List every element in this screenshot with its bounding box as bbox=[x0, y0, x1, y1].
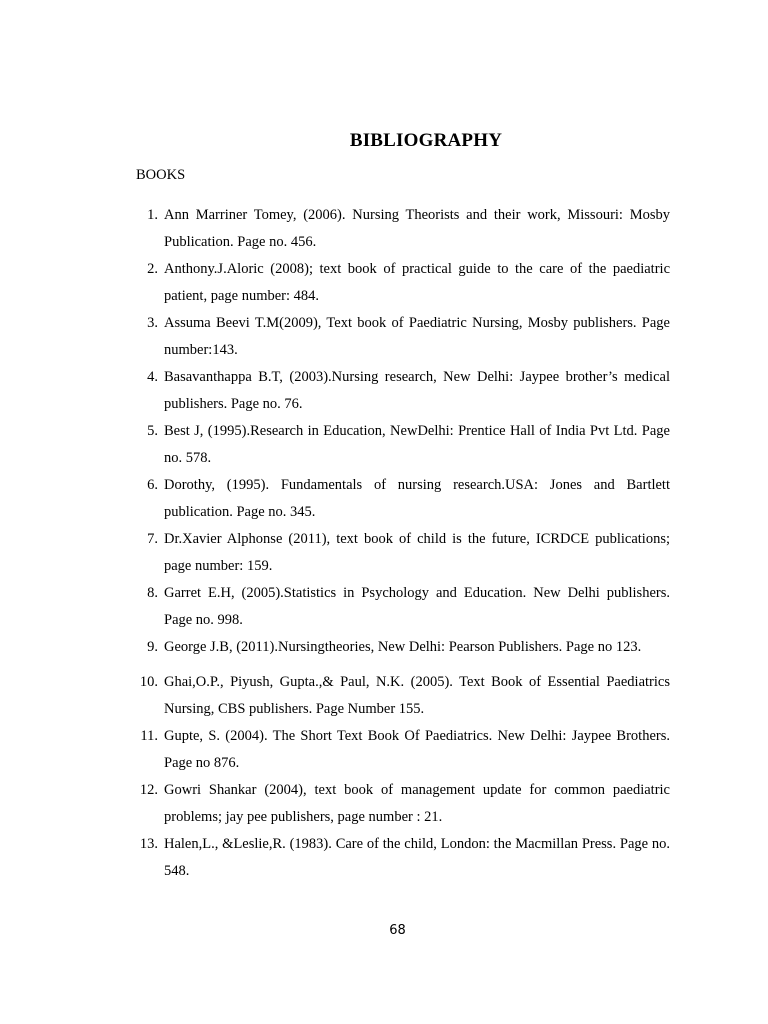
reference-text: Assuma Beevi T.M(2009), Text book of Paediatric Nursing, Mosby publishers. Page number:143. bbox=[164, 315, 670, 358]
reference-item bbox=[136, 777, 670, 831]
page-title: BIBLIOGRAPHY bbox=[349, 130, 503, 151]
reference-text: Gupte, S. (2004). The Short Text Book Of Paediatrics. New Delhi: Jaypee Brothers. Page no 876. bbox=[164, 728, 670, 771]
reference-number: 3. bbox=[147, 315, 158, 331]
reference-text: Best J, (1995).Research in Education, NewDelhi: Prentice Hall of India Pvt Ltd. Page no. 578. bbox=[164, 423, 670, 466]
reference-number: 12. bbox=[139, 782, 158, 798]
reference-text: Dr.Xavier Alphonse (2011), text book of child is the future, ICRDCE publications; page number: 159. bbox=[164, 531, 670, 574]
reference-text: Dorothy, (1995). Fundamentals of nursing research.USA: Jones and Bartlett publication. Page no. 345. bbox=[164, 477, 670, 520]
reference-number: 9. bbox=[147, 639, 158, 655]
reference-item bbox=[136, 580, 670, 634]
reference-item bbox=[136, 364, 670, 418]
reference-text: Ghai,O.P., Piyush, Gupta.,& Paul, N.K. (2005). Text Book of Essential Paediatrics Nursing, CBS publishers. Page Number 155. bbox=[164, 674, 670, 717]
reference-text: George J.B, (2011).Nursingtheories, New Delhi: Pearson Publishers. Page no 123. bbox=[164, 639, 642, 655]
reference-item bbox=[136, 310, 670, 364]
reference-number: 11. bbox=[140, 728, 158, 744]
reference-text: Ann Marriner Tomey, (2006). Nursing Theorists and their work, Missouri: Mosby Publication. Page no. 456. bbox=[164, 207, 670, 250]
reference-text: Basavanthappa B.T, (2003).Nursing research, New Delhi: Jaypee brother’s medical publishers. Page no. 76. bbox=[164, 369, 670, 412]
reference-number: 2. bbox=[147, 261, 158, 277]
reference-item bbox=[136, 202, 670, 256]
section-heading: BOOKS bbox=[136, 167, 186, 183]
reference-item bbox=[136, 472, 670, 526]
reference-item bbox=[136, 669, 670, 723]
reference-item bbox=[136, 526, 670, 580]
reference-item bbox=[136, 831, 670, 885]
reference-item bbox=[136, 256, 670, 310]
reference-number: 6. bbox=[147, 477, 158, 493]
reference-list bbox=[136, 202, 670, 885]
reference-text: Gowri Shankar (2004), text book of management update for common paediatric problems; jay pee publishers, page number : 21. bbox=[164, 782, 670, 825]
reference-text: Garret E.H, (2005).Statistics in Psychology and Education. New Delhi publishers. Page no. 998. bbox=[164, 585, 670, 628]
reference-number: 1. bbox=[147, 207, 158, 223]
reference-number: 4. bbox=[147, 369, 158, 385]
page-number: 68 bbox=[389, 923, 406, 938]
reference-number: 8. bbox=[147, 585, 158, 601]
reference-item bbox=[136, 723, 670, 777]
reference-number: 13. bbox=[139, 836, 158, 852]
reference-text: Halen,L., &Leslie,R. (1983). Care of the child, London: the Macmillan Press. Page no. 548. bbox=[164, 836, 670, 879]
reference-item bbox=[136, 634, 670, 661]
reference-item bbox=[136, 418, 670, 472]
reference-number: 7. bbox=[147, 531, 158, 547]
reference-text: Anthony.J.Aloric (2008); text book of practical guide to the care of the paediatric patient, page number: 484. bbox=[164, 261, 670, 304]
reference-number: 5. bbox=[147, 423, 158, 439]
reference-number: 10. bbox=[139, 674, 158, 690]
